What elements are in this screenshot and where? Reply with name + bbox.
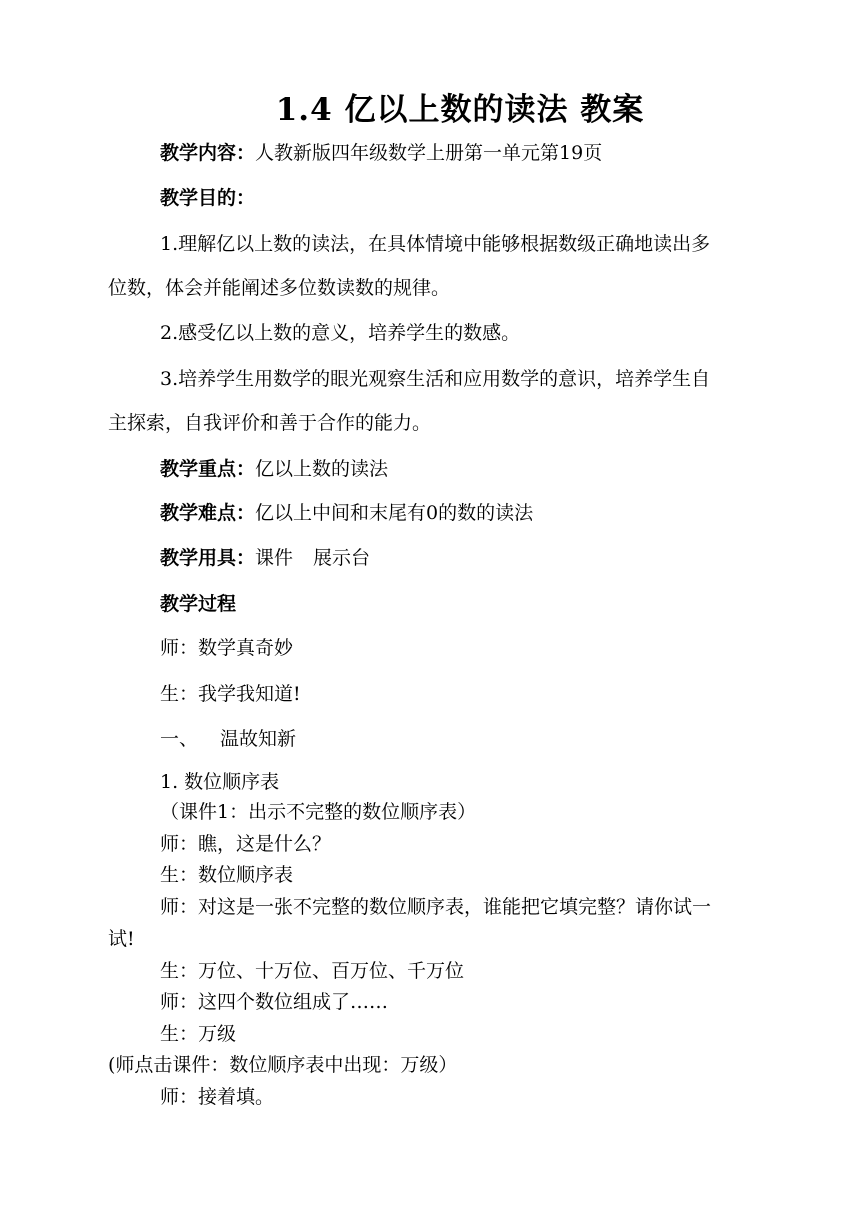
- lesson-line-9: (师点击课件：数位顺序表中出现：万级）: [108, 1054, 458, 1076]
- goal-3-line-2: 主探索，自我评价和善于合作的能力。: [108, 412, 432, 434]
- key-point-label: 教学重点：: [160, 458, 256, 480]
- lesson-line-3: 生：数位顺序表: [160, 864, 294, 886]
- teaching-tools-item-2: 展示台: [313, 547, 371, 569]
- lesson-line-5: 试!: [108, 928, 135, 950]
- lesson-line-1: （课件1：出示不完整的数位顺序表）: [160, 801, 477, 823]
- section-heading-1: [160, 724, 296, 751]
- section-number: 一、: [160, 728, 199, 750]
- key-point-text: 亿以上数的读法: [255, 458, 389, 480]
- key-point: [160, 454, 388, 481]
- goal-2: 2.感受亿以上数的意义，培养学生的数感。: [160, 322, 521, 344]
- dialog-line-1: 师：数学真奇妙: [160, 637, 294, 659]
- teaching-process-label: 教学过程: [160, 593, 237, 615]
- subsection-heading-1: 1. 数位顺序表: [160, 771, 280, 793]
- teaching-content: [160, 138, 602, 165]
- teaching-tools-item-1: 课件: [255, 547, 294, 569]
- document-title: 1.4 亿以上数的读法 教案: [275, 92, 645, 128]
- goal-3-line-1: 3.培养学生用数学的眼光观察生活和应用数学的意识，培养学生自: [160, 368, 711, 390]
- teaching-tools-label: 教学用具：: [160, 547, 256, 569]
- dialog-line-2: 生：我学我知道!: [160, 683, 301, 705]
- teaching-goals-label: 教学目的：: [160, 187, 256, 209]
- goal-1-line-1: 1.理解亿以上数的读法，在具体情境中能够根据数级正确地读出多: [160, 233, 711, 255]
- teaching-content-label: 教学内容：: [160, 142, 256, 164]
- difficulty-label: 教学难点：: [160, 502, 256, 524]
- difficulty: [160, 498, 533, 525]
- lesson-line-10: 师：接着填。: [160, 1086, 275, 1108]
- lesson-line-7: 师：这四个数位组成了……: [160, 991, 389, 1013]
- difficulty-text: 亿以上中间和末尾有0的数的读法: [255, 502, 534, 524]
- teaching-content-text: 人教新版四年级数学上册第一单元第19页: [255, 142, 603, 164]
- lesson-line-2: 师：瞧，这是什么？: [160, 833, 332, 855]
- lesson-line-4: 师：对这是一张不完整的数位顺序表，谁能把它填完整？请你试一: [160, 896, 712, 918]
- section-title: 温故知新: [220, 728, 297, 750]
- teaching-tools: [160, 543, 370, 570]
- lesson-line-8: 生：万级: [160, 1023, 237, 1045]
- goal-1-line-2: 位数，体会并能阐述多位数读数的规律。: [108, 277, 451, 299]
- lesson-line-6: 生：万位、十万位、百万位、千万位: [160, 960, 465, 982]
